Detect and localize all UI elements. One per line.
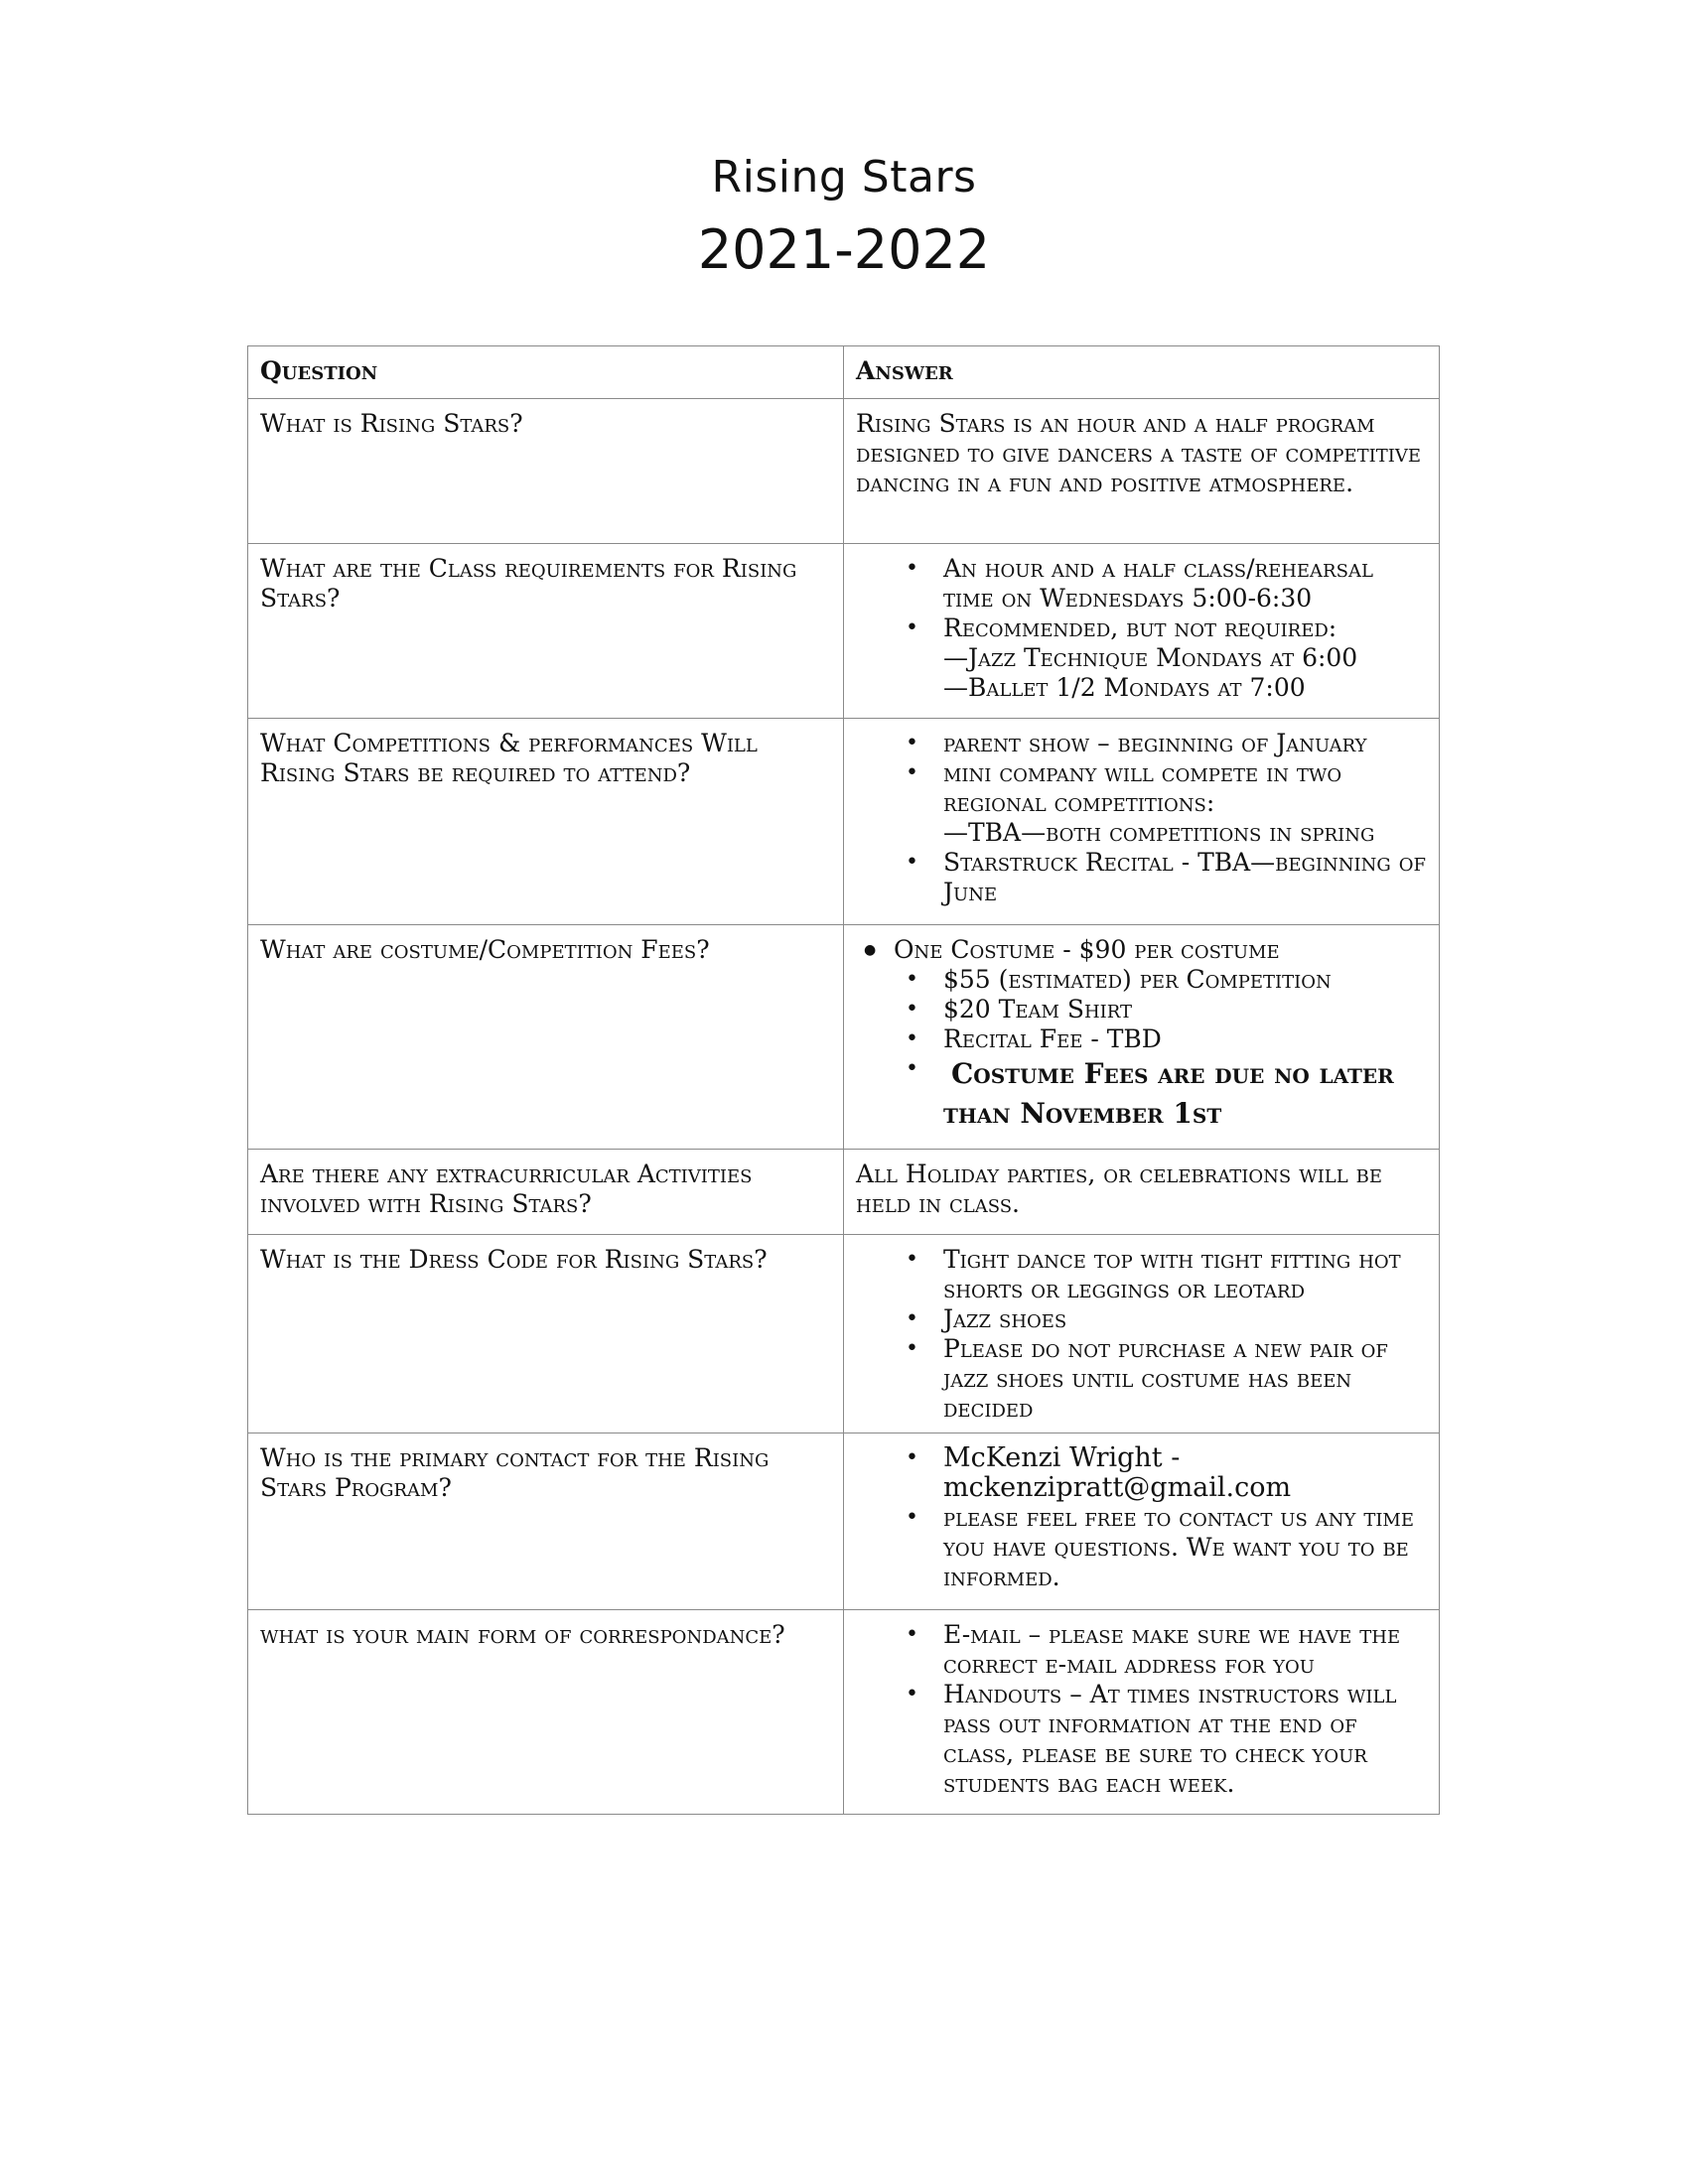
list-subitem: —Jazz Technique Mondays at 6:00 (943, 643, 1358, 672)
bullet-icon: • (906, 1056, 918, 1081)
list-item: • Starstruck Recital - TBA—beginning of June (906, 848, 1426, 906)
bullet-icon: • (906, 731, 918, 755)
answer-cell (844, 925, 1440, 1150)
question-cell: What are the Class requirements for Rising Stars? (248, 544, 844, 719)
answer-cell (844, 1610, 1440, 1815)
column-header-question: Question (248, 346, 844, 399)
list-item: • parent show – beginning of January (906, 729, 1367, 757)
table-row (248, 1150, 1440, 1235)
list-item: • Recital Fee - TBD (906, 1024, 1162, 1053)
question-cell: What are costume/Competition Fees? (248, 925, 844, 1150)
bullet-icon: ● (864, 942, 877, 958)
bullet-icon: • (906, 967, 918, 992)
question-cell: What Competitions & performances Will Rising Stars be required to attend? (248, 719, 844, 925)
list-item: • Jazz shoes (906, 1304, 1067, 1333)
bullet-icon: • (906, 1336, 918, 1361)
contact-info: McKenzi Wright - mckenzipratt@gmail.com (943, 1442, 1292, 1503)
answer-cell (844, 719, 1440, 925)
column-header-answer: Answer (844, 346, 1440, 399)
answer-cell (844, 544, 1440, 719)
answer-list (856, 1443, 1429, 1592)
list-item: • Please do not purchase a new pair of jazz shoes until costume has been decided (906, 1334, 1388, 1423)
bullet-icon: • (906, 1306, 918, 1331)
list-item: • $20 Team Shirt (906, 995, 1133, 1024)
table-row (248, 544, 1440, 719)
page-subtitle: 2021-2022 (697, 218, 991, 281)
bullet-icon: • (906, 615, 918, 640)
table-row (248, 1235, 1440, 1433)
answer-list (856, 1620, 1429, 1799)
question-cell: What is the Dress Code for Rising Stars? (248, 1235, 844, 1433)
table-row (248, 1433, 1440, 1610)
answer-cell (844, 1433, 1440, 1610)
answer-cell (844, 1235, 1440, 1433)
list-subitem: —TBA—both competitions in spring (943, 818, 1375, 847)
answer-list (856, 554, 1429, 703)
list-item: • E-mail – please make sure we have the correct e-mail address for you (906, 1620, 1401, 1679)
question-cell: what is your main form of correspondance? (248, 1610, 844, 1815)
list-subitem: —Ballet 1/2 Mondays at 7:00 (943, 673, 1306, 702)
document-header (0, 147, 1688, 292)
bullet-icon: • (906, 997, 918, 1022)
bullet-icon: • (906, 1445, 918, 1470)
question-cell: Are there any extracurricular Activities involved with Rising Stars? (248, 1150, 844, 1235)
answer-list (856, 1245, 1429, 1424)
table-row (248, 1610, 1440, 1815)
question-cell: Who is the primary contact for the Rising Stars Program? (248, 1433, 844, 1610)
bullet-icon: • (906, 1247, 918, 1272)
bullet-icon: • (906, 850, 918, 875)
page-title: Rising Stars (711, 152, 977, 203)
bullet-icon: • (906, 1026, 918, 1051)
list-item: • $55 (estimated) per Competition (906, 965, 1332, 994)
table-row (248, 925, 1440, 1150)
question-cell: What is Rising Stars? (248, 399, 844, 544)
table-row (248, 719, 1440, 925)
list-item: • Tight dance top with tight fitting hot shorts or leggings or leotard (906, 1245, 1401, 1303)
list-item: • please feel free to contact us any time you have questions. We want you to be informed. (906, 1503, 1415, 1591)
list-item (856, 1443, 1429, 1503)
list-item: ● One Costume - $90 per costume (864, 935, 1280, 964)
table-header-row (248, 346, 1440, 399)
list-item: • Handouts – At times instructors will pass out information at the end of class, please be sure to check your students bag each week. (906, 1680, 1397, 1798)
faq-table (247, 345, 1440, 1815)
table-row (248, 399, 1440, 544)
list-item: • mini company will compete in two regional competitions: —TBA—both competitions in spring (856, 758, 1429, 848)
answer-list (856, 935, 1429, 1134)
bullet-icon: • (906, 1505, 918, 1530)
bullet-icon: • (906, 1622, 918, 1647)
deadline-note: Costume Fees are due no later than November 1st (943, 1057, 1394, 1130)
list-item: • Recommended, but not required: —Jazz Technique Mondays at 6:00 —Ballet 1/2 Mondays at 7:00 (856, 614, 1429, 703)
list-item (856, 1054, 1429, 1134)
bullet-icon: • (906, 556, 918, 581)
answer-cell: Rising Stars is an hour and a half program designed to give dancers a taste of competitive dancing in a fun and positive atmosphere. (844, 399, 1440, 544)
list-item: • An hour and a half class/rehearsal time on Wednesdays 5:00-6:30 (906, 554, 1373, 613)
answer-cell: All Holiday parties, or celebrations will be held in class. (844, 1150, 1440, 1235)
bullet-icon: • (906, 1682, 918, 1706)
answer-list (856, 729, 1429, 907)
bullet-icon: • (906, 760, 918, 785)
